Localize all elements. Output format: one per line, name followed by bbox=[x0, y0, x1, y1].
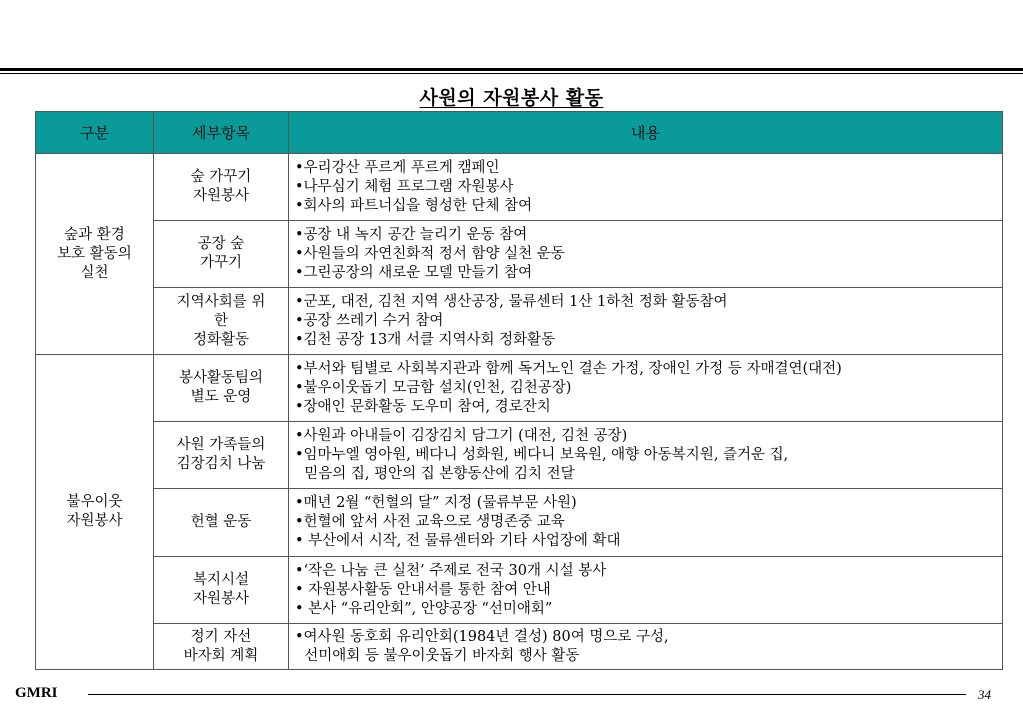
item-line: 바자회 계획 bbox=[183, 647, 259, 664]
item-line: 복지시설 bbox=[192, 572, 250, 588]
item-line: 헌혈 운동 bbox=[190, 514, 252, 530]
header-category: 구분 bbox=[36, 112, 154, 154]
category-line: 숲과 환경 bbox=[64, 226, 125, 243]
item-line: 숲 가꾸기 bbox=[190, 169, 252, 185]
category-line: 보호 활동의 bbox=[57, 245, 132, 262]
category-line: 불우이웃 bbox=[66, 494, 123, 510]
content-cell bbox=[289, 221, 1003, 288]
item-line: 별도 운영 bbox=[190, 389, 252, 405]
content-line: •그린공장의 새로운 모델 만들기 참여 bbox=[295, 264, 533, 281]
table-row bbox=[36, 221, 1003, 288]
category-line: 실천 bbox=[80, 264, 109, 281]
table-row bbox=[36, 489, 1003, 557]
header-item: 세부항목 bbox=[154, 112, 289, 154]
top-rule bbox=[0, 68, 1023, 71]
content-line: • 자원봉사활동 안내서를 통한 참여 안내 bbox=[295, 581, 551, 598]
content-line: •회사의 파트너십을 형성한 단체 참여 bbox=[295, 197, 533, 214]
item-cell bbox=[154, 422, 289, 489]
content-line: •공장 내 녹지 공간 늘리기 운동 참여 bbox=[295, 226, 528, 243]
item-cell bbox=[154, 288, 289, 355]
top-rule-thin bbox=[0, 73, 1023, 74]
item-line: 정화활동 bbox=[192, 331, 250, 348]
content-line: •여사원 동호회 유리안회(1984년 결성) 80여 명으로 구성, bbox=[295, 628, 669, 645]
content-cell bbox=[289, 557, 1003, 624]
category-line: 자원봉사 bbox=[66, 513, 123, 529]
content-line: •부서와 팀별로 사회복지관과 함께 독거노인 결손 가정, 장애인 가정 등 자매결연(대전) bbox=[295, 360, 842, 377]
content-line: •사원들의 자연친화적 정서 함양 실천 운동 bbox=[295, 245, 565, 262]
item-cell bbox=[154, 489, 289, 557]
item-line: 자원봉사 bbox=[192, 591, 250, 607]
content-line: •김천 공장 13개 서클 지역사회 정화활동 bbox=[295, 331, 556, 348]
item-line: 자원봉사 bbox=[192, 188, 250, 204]
footer-rule bbox=[88, 694, 966, 695]
activity-table bbox=[35, 111, 1003, 670]
item-cell bbox=[154, 154, 289, 221]
item-cell bbox=[154, 355, 289, 422]
content-line: • 부산에서 시작, 전 물류센터와 기타 사업장에 확대 bbox=[295, 533, 621, 549]
content-line: •군포, 대전, 김천 지역 생산공장, 물류센터 1산 1하천 정화 활동참여 bbox=[295, 293, 728, 310]
table-row bbox=[36, 422, 1003, 489]
item-cell bbox=[154, 624, 289, 670]
category-cell bbox=[36, 154, 154, 355]
table-header-row bbox=[36, 112, 1003, 154]
table-row bbox=[36, 154, 1003, 221]
content-cell bbox=[289, 489, 1003, 557]
gmri-logo: GMRI bbox=[15, 685, 58, 701]
item-line: 김장김치 나눔 bbox=[176, 456, 266, 472]
content-cell bbox=[289, 624, 1003, 670]
item-line: 지역사회를 위 bbox=[176, 293, 266, 310]
content-line: •헌혈에 앞서 사전 교육으로 생명존중 교육 bbox=[295, 514, 565, 530]
item-line: 공장 숲 bbox=[197, 236, 245, 252]
item-line: 정기 자선 bbox=[190, 628, 252, 645]
content-line: •임마누엘 영아원, 베다니 성화원, 베다니 보육원, 애향 아동복지원, 즐거운 집, bbox=[295, 446, 789, 463]
header-content: 내용 bbox=[289, 112, 1003, 154]
content-line: •공장 쓰레기 수거 참여 bbox=[295, 312, 444, 329]
item-cell bbox=[154, 221, 289, 288]
category-cell bbox=[36, 355, 154, 670]
content-line: •불우이웃돕기 모금함 설치(인천, 김천공장) bbox=[295, 379, 572, 396]
table-row bbox=[36, 288, 1003, 355]
content-cell bbox=[289, 355, 1003, 422]
item-line: 가꾸기 bbox=[199, 255, 243, 271]
content-line: • 본사 “유리안회”, 안양공장 “선미애회” bbox=[295, 600, 553, 617]
content-line: 선미애회 등 불우이웃돕기 바자회 행사 활동 bbox=[295, 647, 580, 664]
content-line: •나무심기 체험 프로그램 자원봉사 bbox=[295, 178, 514, 195]
content-line: •‘작은 나눔 큰 실천’ 주제로 전국 30개 시설 봉사 bbox=[295, 562, 607, 579]
table-row bbox=[36, 355, 1003, 422]
content-cell bbox=[289, 288, 1003, 355]
content-line: •사원과 아내들이 김장김치 담그기 (대전, 김천 공장) bbox=[295, 427, 628, 444]
page-number: 34 bbox=[978, 687, 991, 702]
item-line: 한 bbox=[213, 312, 228, 329]
content-cell bbox=[289, 154, 1003, 221]
item-line: 봉사활동팀의 bbox=[178, 370, 264, 386]
item-cell bbox=[154, 557, 289, 624]
table-row bbox=[36, 557, 1003, 624]
content-cell bbox=[289, 422, 1003, 489]
content-line: 믿음의 집, 평안의 집 본향동산에 김치 전달 bbox=[295, 465, 575, 482]
table-row bbox=[36, 624, 1003, 670]
content-line: •장애인 문화활동 도우미 참여, 경로잔치 bbox=[295, 398, 551, 415]
content-line: •매년 2월 “헌혈의 달” 지정 (물류부문 사원) bbox=[295, 495, 577, 511]
content-line: •우리강산 푸르게 푸르게 캠페인 bbox=[295, 159, 500, 176]
item-line: 사원 가족들의 bbox=[176, 437, 266, 453]
page-title: 사원의 자원봉사 활동 bbox=[419, 87, 604, 109]
